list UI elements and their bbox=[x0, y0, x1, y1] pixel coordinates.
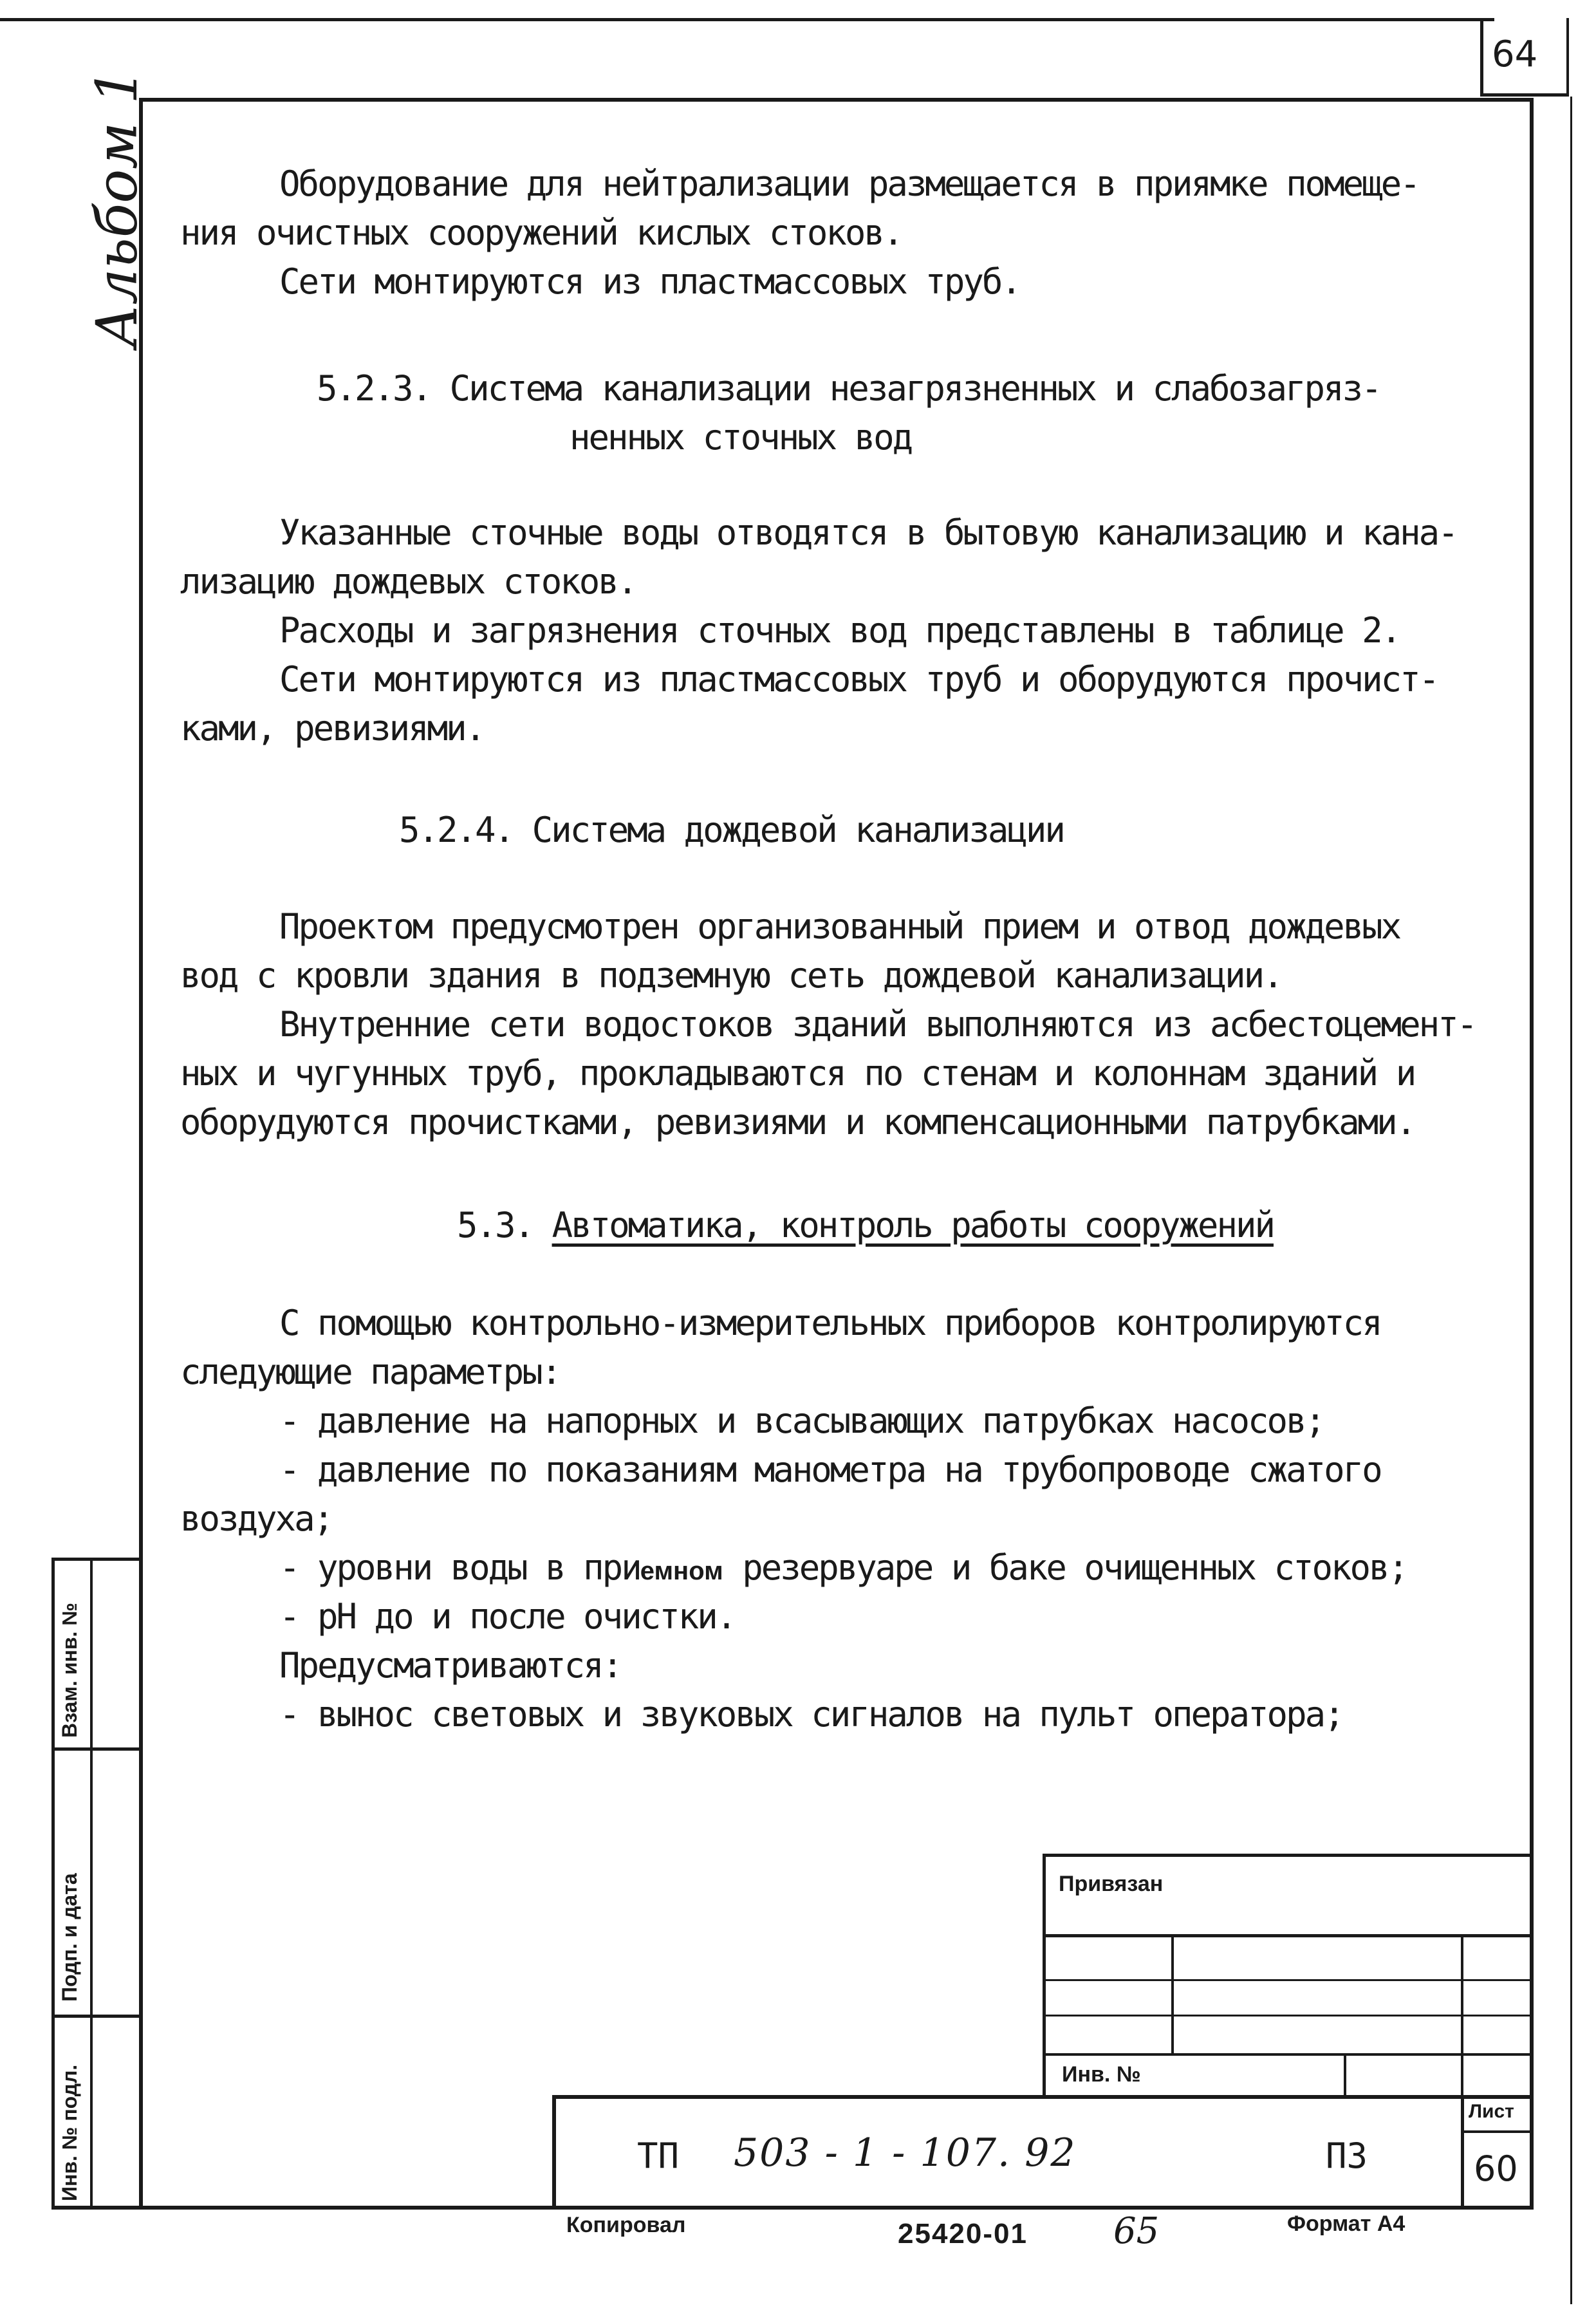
body-line: Проектом предусмотрен организованный прием и отвод дождевых bbox=[279, 906, 1400, 947]
stamp-podp-data: Подп. и дата bbox=[58, 1873, 81, 2002]
stamp-divider bbox=[90, 1558, 93, 2209]
section-heading: 5.2.3. Система канализации незагрязненных и слабозагряз- bbox=[317, 368, 1380, 409]
body-line: Указанные сточные воды отводятся в бытовую канализацию и кана- bbox=[279, 512, 1457, 553]
body-line: ками, ревизиями. bbox=[180, 708, 485, 749]
list-label: Лист bbox=[1469, 2101, 1514, 2122]
body-line: Сети монтируются из пластмассовых труб и оборудуются прочист- bbox=[279, 659, 1438, 700]
stamp-inv-podl: Инв. № подл. bbox=[58, 2064, 81, 2201]
body-line: Оборудование для нейтрализации размещается в приямке помеще- bbox=[279, 163, 1419, 204]
section-heading: 5.2.4. Система дождевой канализации bbox=[399, 810, 1064, 850]
body-line: С помощью контрольно-измерительных приборов контролируются bbox=[279, 1303, 1381, 1343]
body-line: ных и чугунных труб, прокладываются по стенам и колоннам зданий и bbox=[180, 1053, 1415, 1094]
body-line: - давление по показаниям манометра на трубопроводе сжатого bbox=[279, 1449, 1381, 1490]
privyazan-label: Привязан bbox=[1059, 1872, 1164, 1896]
title-strip-top bbox=[552, 2095, 1534, 2099]
order-number: 25420-01 bbox=[898, 2218, 1028, 2249]
list-number: 60 bbox=[1474, 2148, 1518, 2189]
frame-bottom bbox=[51, 2206, 1534, 2210]
body-line: оборудуются прочистками, ревизиями и компенсационными патрубками. bbox=[180, 1102, 1415, 1142]
list-box-left bbox=[1461, 2095, 1464, 2208]
section-code: ПЗ bbox=[1326, 2136, 1368, 2176]
kopiroval-label: Копировал bbox=[566, 2213, 686, 2237]
format-label: Формат А4 bbox=[1287, 2212, 1406, 2236]
stamp-vzam-inv: Взам. инв. № bbox=[58, 1603, 81, 1738]
frame-left bbox=[139, 98, 143, 2209]
page-number: 64 bbox=[1492, 33, 1538, 75]
body-fragment: резервуаре и баке очищенных стоков; bbox=[723, 1547, 1407, 1588]
inv-no-label: Инв. № bbox=[1062, 2062, 1141, 2087]
title-strip-left bbox=[552, 2095, 556, 2208]
body-line: Расходы и загрязнения сточных вод представлены в таблице 2. bbox=[279, 610, 1400, 651]
title-grid-v bbox=[1171, 1934, 1174, 2053]
section-heading: ненных сточных вод bbox=[570, 417, 912, 458]
body-line: ния очистных сооружений кислых стоков. bbox=[180, 212, 902, 253]
stamp-row-line bbox=[51, 1747, 142, 1751]
top-border bbox=[0, 18, 1494, 21]
section-heading bbox=[457, 1201, 1274, 1250]
body-fragment: - уровни воды в при bbox=[279, 1547, 640, 1588]
list-box-divider bbox=[1461, 2130, 1532, 2133]
title-grid-h bbox=[1043, 1934, 1532, 1937]
copy-number: 65 bbox=[1113, 2210, 1160, 2252]
title-grid-v bbox=[1461, 1934, 1463, 2098]
body-line: - рН до и после очистки. bbox=[279, 1596, 736, 1637]
document-code: 503 - 1 - 107. 92 bbox=[734, 2130, 1077, 2175]
stamp-top bbox=[51, 1558, 142, 1561]
tp-label: ТП bbox=[637, 2136, 680, 2176]
body-line: Внутренние сети водостоков зданий выполняются из асбестоцемент- bbox=[279, 1004, 1476, 1045]
body-line: воздуха; bbox=[180, 1498, 333, 1539]
body-line: Сети монтируются из пластмассовых труб. bbox=[279, 261, 1020, 302]
frame-right-outer bbox=[1570, 97, 1572, 2304]
title-grid-h bbox=[1043, 1979, 1532, 1981]
album-label: Альбом 1 bbox=[84, 68, 150, 348]
body-line bbox=[279, 1543, 1407, 1596]
title-grid-h bbox=[1043, 2053, 1532, 2056]
inserted-word: емном bbox=[640, 1557, 723, 1585]
body-line: Предусматриваются: bbox=[279, 1645, 622, 1686]
stamp-row-line bbox=[51, 2015, 142, 2018]
body-line: - вынос световых и звуковых сигналов на пульт оператора; bbox=[279, 1694, 1343, 1735]
stamp-left bbox=[51, 1558, 55, 2209]
body-line: - давление на напорных и всасывающих патрубках насосов; bbox=[279, 1401, 1324, 1441]
title-grid-v bbox=[1344, 2053, 1346, 2098]
section-title: Автоматика, контроль работы сооружений bbox=[552, 1205, 1274, 1245]
body-line: лизацию дождевых стоков. bbox=[180, 561, 636, 602]
title-grid-h bbox=[1043, 2015, 1532, 2016]
body-line: вод с кровли здания в подземную сеть дождевой канализации. bbox=[180, 955, 1282, 996]
frame-top bbox=[140, 98, 1534, 102]
body-line: следующие параметры: bbox=[180, 1352, 561, 1392]
section-number: 5.3. bbox=[457, 1205, 534, 1245]
